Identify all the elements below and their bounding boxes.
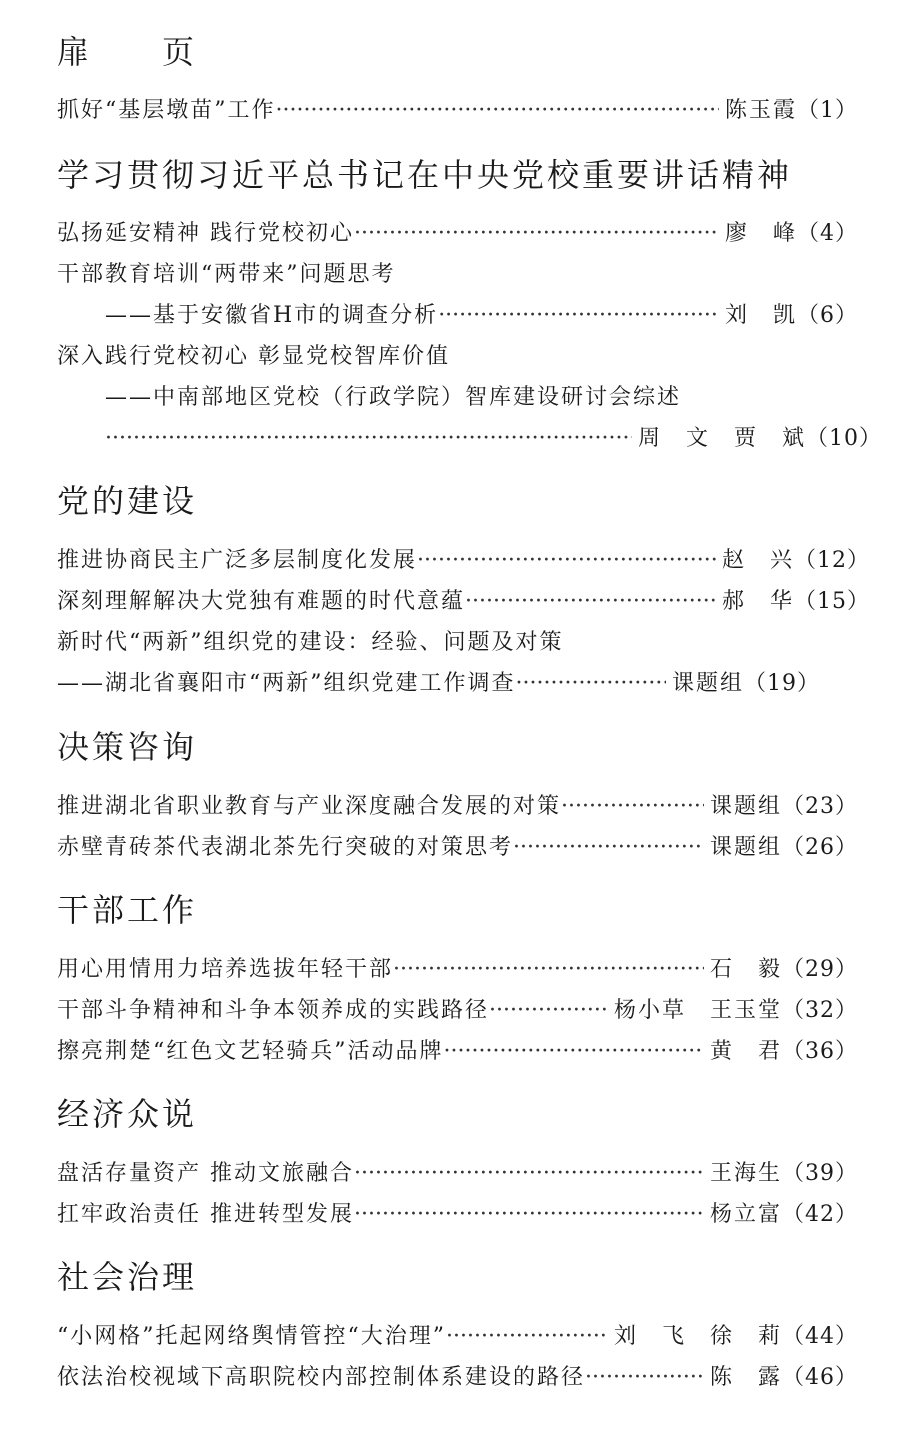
entry-author: 课题组 xyxy=(671,671,744,696)
toc-entry[interactable] xyxy=(105,299,858,333)
toc-entry[interactable] xyxy=(57,994,858,1028)
toc-entry[interactable] xyxy=(57,217,858,251)
entry-author: 赵 兴 xyxy=(721,548,794,573)
dot-leader xyxy=(276,94,719,128)
entry-page: （42） xyxy=(782,1202,858,1227)
section-heading: 社会治理 xyxy=(57,1258,198,1296)
section-heading: 决策咨询 xyxy=(57,728,198,766)
entry-subtitle: ——基于安徽省H市的调查分析 xyxy=(105,303,439,328)
toc-entry[interactable] xyxy=(57,1361,858,1395)
dot-leader xyxy=(354,217,719,251)
entry-title: 推进协商民主广泛多层制度化发展 xyxy=(57,548,418,573)
entry-title[interactable]: 新时代“两新”组织党的建设：经验、问题及对策 xyxy=(57,630,564,655)
entry-title: 弘扬延安精神 践行党校初心 xyxy=(57,221,354,246)
entry-author: 周 文 贾 斌 xyxy=(637,426,806,451)
entry-subtitle: ——湖北省襄阳市“两新”组织党建工作调查 xyxy=(57,671,516,696)
dot-leader xyxy=(561,790,704,824)
entry-title: 赤壁青砖茶代表湖北茶先行突破的对策思考 xyxy=(57,835,514,860)
entry-author: 刘 凯 xyxy=(724,303,797,328)
entry-title: 依法治校视域下高职院校内部控制体系建设的路径 xyxy=(57,1365,586,1390)
dot-leader xyxy=(444,1035,704,1069)
entry-page: （15） xyxy=(794,589,870,614)
section-heading: 学习贯彻习近平总书记在中央党校重要讲话精神 xyxy=(57,156,793,194)
entry-title: 盘活存量资产 推动文旅融合 xyxy=(57,1161,354,1186)
entry-author: 刘 飞 徐 莉 xyxy=(613,1324,782,1349)
entry-author: 陈 露 xyxy=(709,1365,782,1390)
dot-leader xyxy=(585,1361,704,1395)
dot-leader xyxy=(393,953,704,987)
entry-author: 杨立富 xyxy=(709,1202,782,1227)
entry-page: （46） xyxy=(782,1365,858,1390)
entry-page: （4） xyxy=(797,221,858,246)
dot-leader xyxy=(513,831,704,865)
entry-page: （23） xyxy=(782,794,858,819)
entry-title: 干部斗争精神和斗争本领养成的实践路径 xyxy=(57,998,490,1023)
section-heading: 党的建设 xyxy=(57,482,198,520)
toc-entry[interactable] xyxy=(57,1035,858,1069)
entry-page: （1） xyxy=(797,98,858,123)
toc-entry[interactable] xyxy=(57,953,858,987)
toc-entry[interactable] xyxy=(57,544,870,578)
dot-leader xyxy=(465,585,716,619)
dot-leader xyxy=(354,1198,704,1232)
toc-entry[interactable] xyxy=(57,831,858,865)
entry-author: 课题组 xyxy=(709,794,782,819)
entry-page: （26） xyxy=(782,835,858,860)
entry-title: “小网格”托起网络舆情管控“大治理” xyxy=(57,1324,446,1349)
toc-entry[interactable] xyxy=(57,1320,858,1354)
toc-entry[interactable] xyxy=(57,94,858,128)
toc-entry[interactable] xyxy=(57,667,820,701)
toc-entry[interactable] xyxy=(57,585,870,619)
entry-author: 王海生 xyxy=(709,1161,782,1186)
toc-entry[interactable] xyxy=(57,1198,858,1232)
entry-title: 擦亮荆楚“红色文艺轻骑兵”活动品牌 xyxy=(57,1039,444,1064)
entry-title[interactable]: 干部教育培训“两带来”问题思考 xyxy=(57,262,396,287)
section-heading: 经济众说 xyxy=(57,1095,198,1133)
entry-page: （36） xyxy=(782,1039,858,1064)
entry-author: 课题组 xyxy=(709,835,782,860)
toc-entry[interactable] xyxy=(105,422,882,456)
entry-author: 陈玉霞 xyxy=(724,98,797,123)
entry-page: （19） xyxy=(744,671,820,696)
dot-leader xyxy=(417,544,716,578)
section-heading: 干部工作 xyxy=(57,891,198,929)
dot-leader xyxy=(446,1320,608,1354)
entry-author: 廖 峰 xyxy=(724,221,797,246)
dot-leader xyxy=(438,299,719,333)
entry-page: （39） xyxy=(782,1161,858,1186)
entry-page: （6） xyxy=(797,303,858,328)
entry-page: （29） xyxy=(782,957,858,982)
section-heading: 扉 页 xyxy=(57,33,198,71)
dot-leader xyxy=(516,667,666,701)
entry-author: 杨小草 王玉堂 xyxy=(613,998,782,1023)
dot-leader xyxy=(105,422,632,456)
toc-entry[interactable] xyxy=(57,790,858,824)
entry-author: 郝 华 xyxy=(721,589,794,614)
entry-subtitle: ——中南部地区党校（行政学院）智库建设研讨会综述 xyxy=(105,385,682,410)
dot-leader xyxy=(489,994,608,1028)
entry-title[interactable]: 深入践行党校初心 彰显党校智库价值 xyxy=(57,344,450,369)
entry-title: 抓好“基层墩苗”工作 xyxy=(57,98,276,123)
entry-title: 扛牢政治责任 推进转型发展 xyxy=(57,1202,354,1227)
entry-title: 深刻理解解决大党独有难题的时代意蕴 xyxy=(57,589,466,614)
entry-page: （12） xyxy=(794,548,870,573)
entry-page: （44） xyxy=(782,1324,858,1349)
entry-author: 石 毅 xyxy=(709,957,782,982)
entry-title: 推进湖北省职业教育与产业深度融合发展的对策 xyxy=(57,794,562,819)
toc-entry[interactable] xyxy=(57,1157,858,1191)
entry-page: （32） xyxy=(782,998,858,1023)
entry-title: 用心用情用力培养选拔年轻干部 xyxy=(57,957,394,982)
entry-page: （10） xyxy=(806,426,882,451)
entry-author: 黄 君 xyxy=(709,1039,782,1064)
dot-leader xyxy=(354,1157,704,1191)
